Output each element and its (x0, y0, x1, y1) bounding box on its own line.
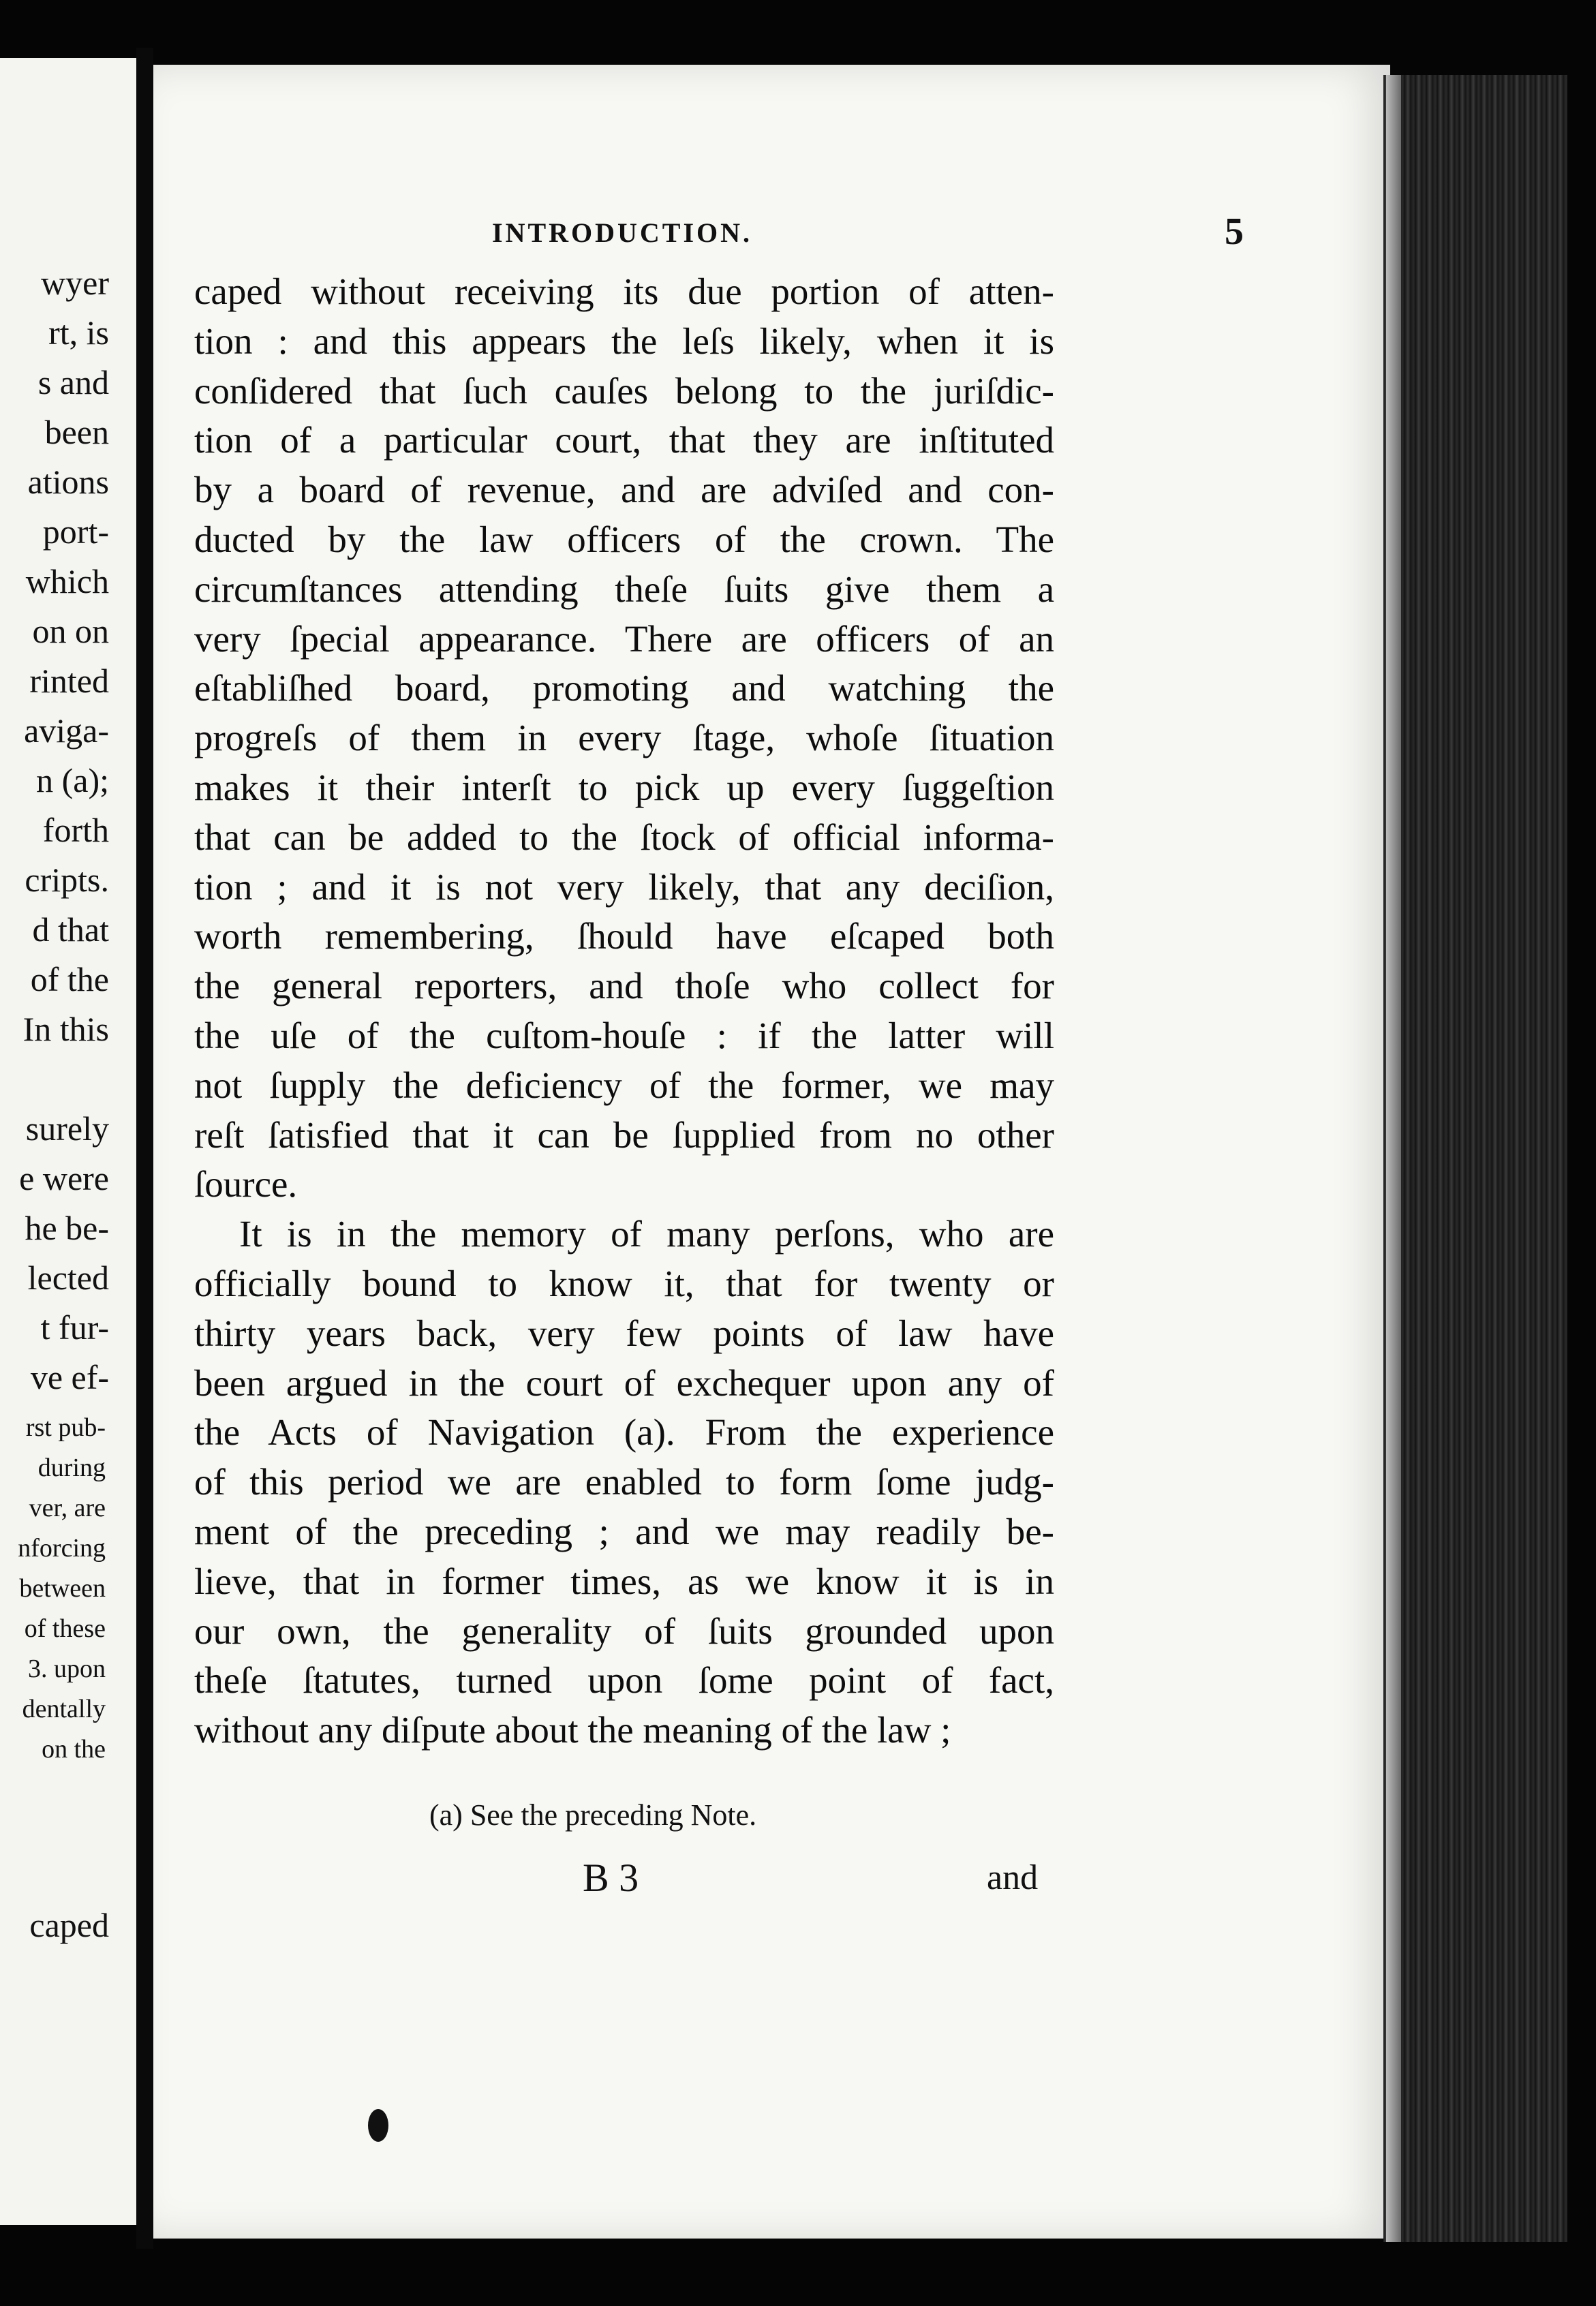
facing-page-line: e were (19, 1159, 109, 1197)
body-line: tion of a particular court, that they are inſtituted (194, 419, 1054, 461)
body-line: officially bound to know it, that for twenty or (194, 1262, 1054, 1304)
page-number: 5 (1225, 211, 1244, 253)
body-line: been argued in the court of exchequer upon any of (194, 1362, 1054, 1404)
ink-blot (368, 2109, 388, 2142)
body-line: ducted by the law officers of the crown. The (194, 518, 1054, 560)
body-line: tion : and this appears the leſs likely, when it is (194, 320, 1054, 362)
body-line: of this period we are enabled to form ſome judg- (194, 1461, 1054, 1503)
facing-page-line: In this (22, 1010, 109, 1048)
facing-page-line: wyer (41, 264, 109, 302)
facing-page-line: aviga- (24, 711, 109, 750)
facing-page-line: t fur- (40, 1308, 109, 1347)
facing-page-line: n (a); (36, 761, 109, 799)
body-line: caped without receiving its due portion of atten- (194, 271, 1054, 312)
body-line: very ſpecial appearance. There are officers of an (194, 617, 1054, 660)
book-page-edges (1383, 75, 1567, 2242)
facing-page-note-line: of these (24, 1614, 106, 1643)
facing-page-line: surely (25, 1109, 109, 1148)
body-line: without any diſpute about the meaning of the law ; (194, 1709, 951, 1751)
body-line: the uſe of the cuſtom-houſe : if the latter will (194, 1014, 1054, 1056)
body-line: worth remembering, ſhould have eſcaped both (194, 915, 1054, 957)
facing-page-note-line: on the (42, 1735, 106, 1764)
body-line: by a board of revenue, and are adviſed and con- (194, 469, 1054, 511)
body-line: thirty years back, very few points of law have (194, 1312, 1054, 1354)
facing-page-note-line: ver, are (29, 1494, 106, 1522)
facing-page-line: on on (32, 612, 109, 650)
body-line: ment of the preceding ; and we may readily be- (194, 1510, 1054, 1552)
running-header: INTRODUCTION. (492, 217, 753, 248)
body-line: lieve, that in former times, as we know it is in (194, 1560, 1054, 1602)
facing-page-line: ve ef- (30, 1358, 109, 1396)
facing-page-note-line: dentally (22, 1695, 106, 1723)
facing-page-line: been (44, 413, 109, 451)
body-line: theſe ſtatutes, turned upon ſome point of fact, (194, 1659, 1054, 1702)
facing-page-line: forth (42, 811, 109, 849)
body-line: makes it their interſt to pick up every ſuggeſtion (194, 766, 1054, 808)
facing-page-note-line: during (37, 1454, 106, 1482)
body-line: the general reporters, and thoſe who collect for (194, 965, 1054, 1007)
facing-page-line: d that (32, 910, 109, 949)
body-line: tion ; and it is not very likely, that any deciſion, (194, 865, 1054, 908)
facing-page-line: s and (37, 363, 109, 401)
body-line: progreſs of them in every ſtage, whoſe ſituation (194, 717, 1054, 759)
facing-page-line: ations (27, 463, 109, 501)
body-line: the Acts of Navigation (a). From the experience (194, 1411, 1054, 1454)
body-line: that can be added to the ſtock of official informa- (194, 816, 1054, 858)
facing-page-line: which (25, 562, 109, 600)
body-line: not ſupply the deficiency of the former, we may (194, 1064, 1054, 1106)
facing-page-line: of the (30, 960, 109, 998)
signature-mark: B 3 (583, 1856, 639, 1900)
facing-page-line: cripts. (25, 861, 109, 899)
body-text (194, 267, 1054, 1755)
facing-page-note-line: between (19, 1574, 106, 1603)
gutter (136, 48, 153, 2249)
page-edge-highlight (1386, 75, 1401, 2242)
body-line: reſt ſatisfied that it can be ſupplied from no other (194, 1113, 1054, 1156)
facing-page-line: port- (42, 512, 109, 551)
body-line: circumſtances attending theſe ſuits give them a (194, 568, 1054, 610)
facing-page-catchword: caped (29, 1906, 109, 1944)
body-line: eſtabliſhed board, promoting and watching the (194, 667, 1054, 709)
body-line: It is in the memory of many perſons, who are (239, 1213, 1054, 1255)
facing-page-note-line: rst pub- (25, 1413, 106, 1442)
facing-page-line: rt, is (48, 313, 109, 352)
facing-page-fragment (0, 58, 136, 2225)
body-line: conſidered that ſuch cauſes belong to the juriſdic- (194, 369, 1054, 412)
body-line: our own, the generality of ſuits grounded upon (194, 1610, 1054, 1652)
footnote: (a) See the preceding Note. (429, 1798, 757, 1832)
body-line: ſource. (194, 1163, 298, 1205)
facing-page-line: lected (27, 1259, 109, 1297)
catchword: and (987, 1858, 1039, 1897)
facing-page-line: rinted (29, 662, 109, 700)
facing-page-line: he be- (25, 1209, 109, 1247)
facing-page-note-line: nforcing (18, 1534, 106, 1563)
facing-page-note-line: 3. upon (28, 1655, 106, 1683)
